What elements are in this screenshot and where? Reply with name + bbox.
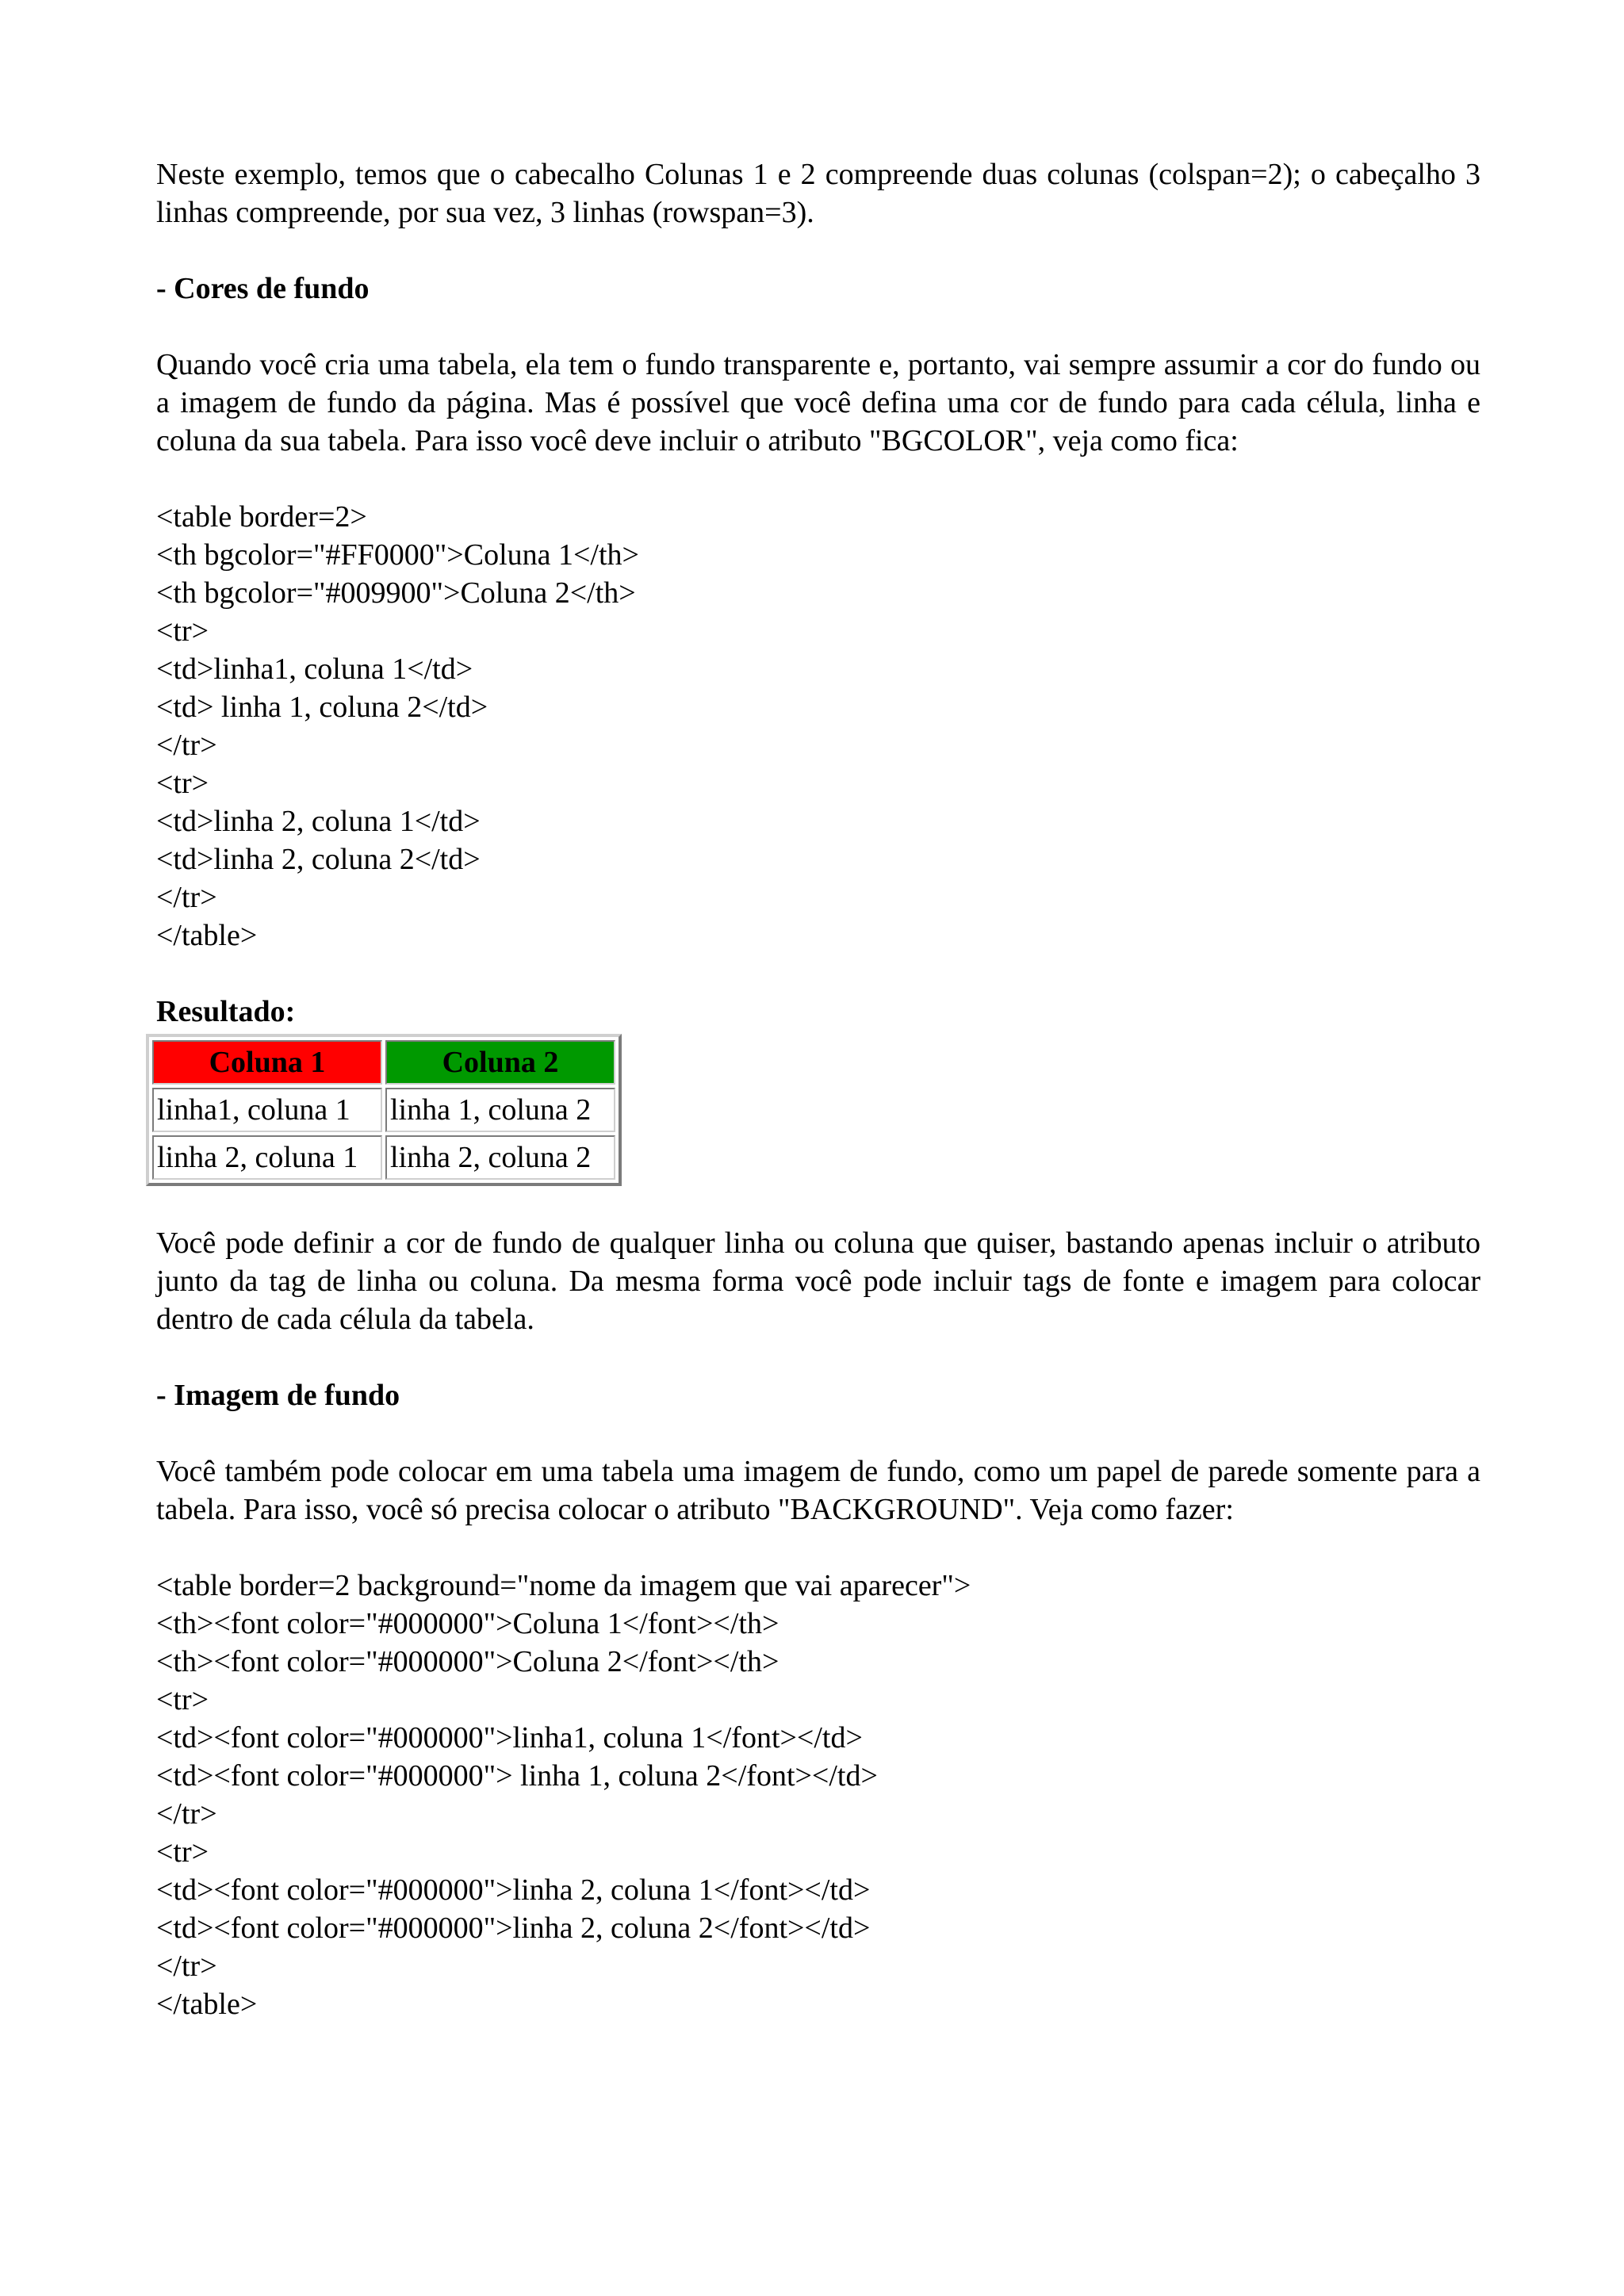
table-cell: linha 2, coluna 2: [385, 1135, 615, 1180]
bg-color-paragraph: Quando você cria uma tabela, ela tem o fundo transparente e, portanto, vai sempre assumir a cor do fundo ou a imagem de fundo da página. Mas é possível que você defina uma cor de fundo para cada célula, linha e coluna da sua tabela. Para isso você deve incluir o atributo "BGCOLOR", veja como fica:: [156, 348, 1480, 457]
code-line: <td><font color="#000000">linha1, coluna 1</font></td>: [156, 1721, 863, 1755]
code-line: <tr>: [156, 614, 209, 648]
result-label: Resultado:: [156, 995, 296, 1028]
table-header-row: [152, 1040, 615, 1085]
bg-image-paragraph: Você também pode colocar em uma tabela uma imagem de fundo, como um papel de parede somente para a tabela. Para isso, você só precisa colocar o atributo "BACKGROUND". Veja como fazer:: [156, 1455, 1480, 1526]
bg-color-after-paragraph: Você pode definir a cor de fundo de qualquer linha ou coluna que quiser, bastando apenas incluir o atributo junto da tag de linha ou coluna. Da mesma forma você pode incluir tags de fonte e imagem para colocar dentro de cada célula da tabela.: [156, 1226, 1480, 1336]
code-line: </table>: [156, 1988, 258, 2021]
code-line: <table border=2 background="nome da imagem que vai aparecer">: [156, 1569, 971, 1602]
code-line: <tr>: [156, 1835, 209, 1869]
table-row: [152, 1088, 615, 1132]
table-cell: linha 2, coluna 1: [152, 1135, 382, 1180]
code-line: <td><font color="#000000">linha 2, coluna 2</font></td>: [156, 1911, 871, 1945]
code-line: <td> linha 1, coluna 2</td>: [156, 691, 488, 724]
table-cell: linha1, coluna 1: [152, 1088, 382, 1132]
code-line: <td>linha1, coluna 1</td>: [156, 652, 473, 686]
code-line: </tr>: [156, 1950, 217, 1983]
code-line: </table>: [156, 919, 258, 952]
result-table: [146, 1034, 622, 1186]
code-line: <td>linha 2, coluna 2</td>: [156, 843, 481, 876]
code-line: <th bgcolor="#009900">Coluna 2</th>: [156, 576, 636, 610]
code-line: <td>linha 2, coluna 1</td>: [156, 805, 481, 838]
code-line: <th><font color="#000000">Coluna 2</font></th>: [156, 1645, 779, 1678]
table-cell: linha 1, coluna 2: [385, 1088, 615, 1132]
bg-image-code-block: [156, 1567, 1480, 2023]
table-header-coluna-1: Coluna 1: [152, 1040, 382, 1085]
code-line: <td><font color="#000000">linha 2, coluna 1</font></td>: [156, 1873, 871, 1907]
document-page: [156, 155, 1480, 2023]
table-header-coluna-2: Coluna 2: [385, 1040, 615, 1085]
code-line: <th bgcolor="#FF0000">Coluna 1</th>: [156, 538, 639, 572]
code-line: </tr>: [156, 729, 217, 762]
code-line: </tr>: [156, 881, 217, 914]
code-line: </tr>: [156, 1797, 217, 1831]
intro-paragraph: Neste exemplo, temos que o cabecalho Colunas 1 e 2 compreende duas colunas (colspan=2); o cabeçalho 3 linhas compreende, por sua vez, 3 linhas (rowspan=3).: [156, 158, 1480, 229]
heading-bg-color: - Cores de fundo: [156, 272, 370, 305]
code-line: <th><font color="#000000">Coluna 1</font></th>: [156, 1607, 779, 1640]
table-row: [152, 1135, 615, 1180]
code-line: <tr>: [156, 1683, 209, 1716]
heading-bg-image: - Imagem de fundo: [156, 1379, 400, 1412]
bg-color-code-block: [156, 498, 1480, 955]
code-line: <table border=2>: [156, 500, 367, 534]
code-line: <td><font color="#000000"> linha 1, coluna 2</font></td>: [156, 1759, 878, 1793]
code-line: <tr>: [156, 767, 209, 800]
